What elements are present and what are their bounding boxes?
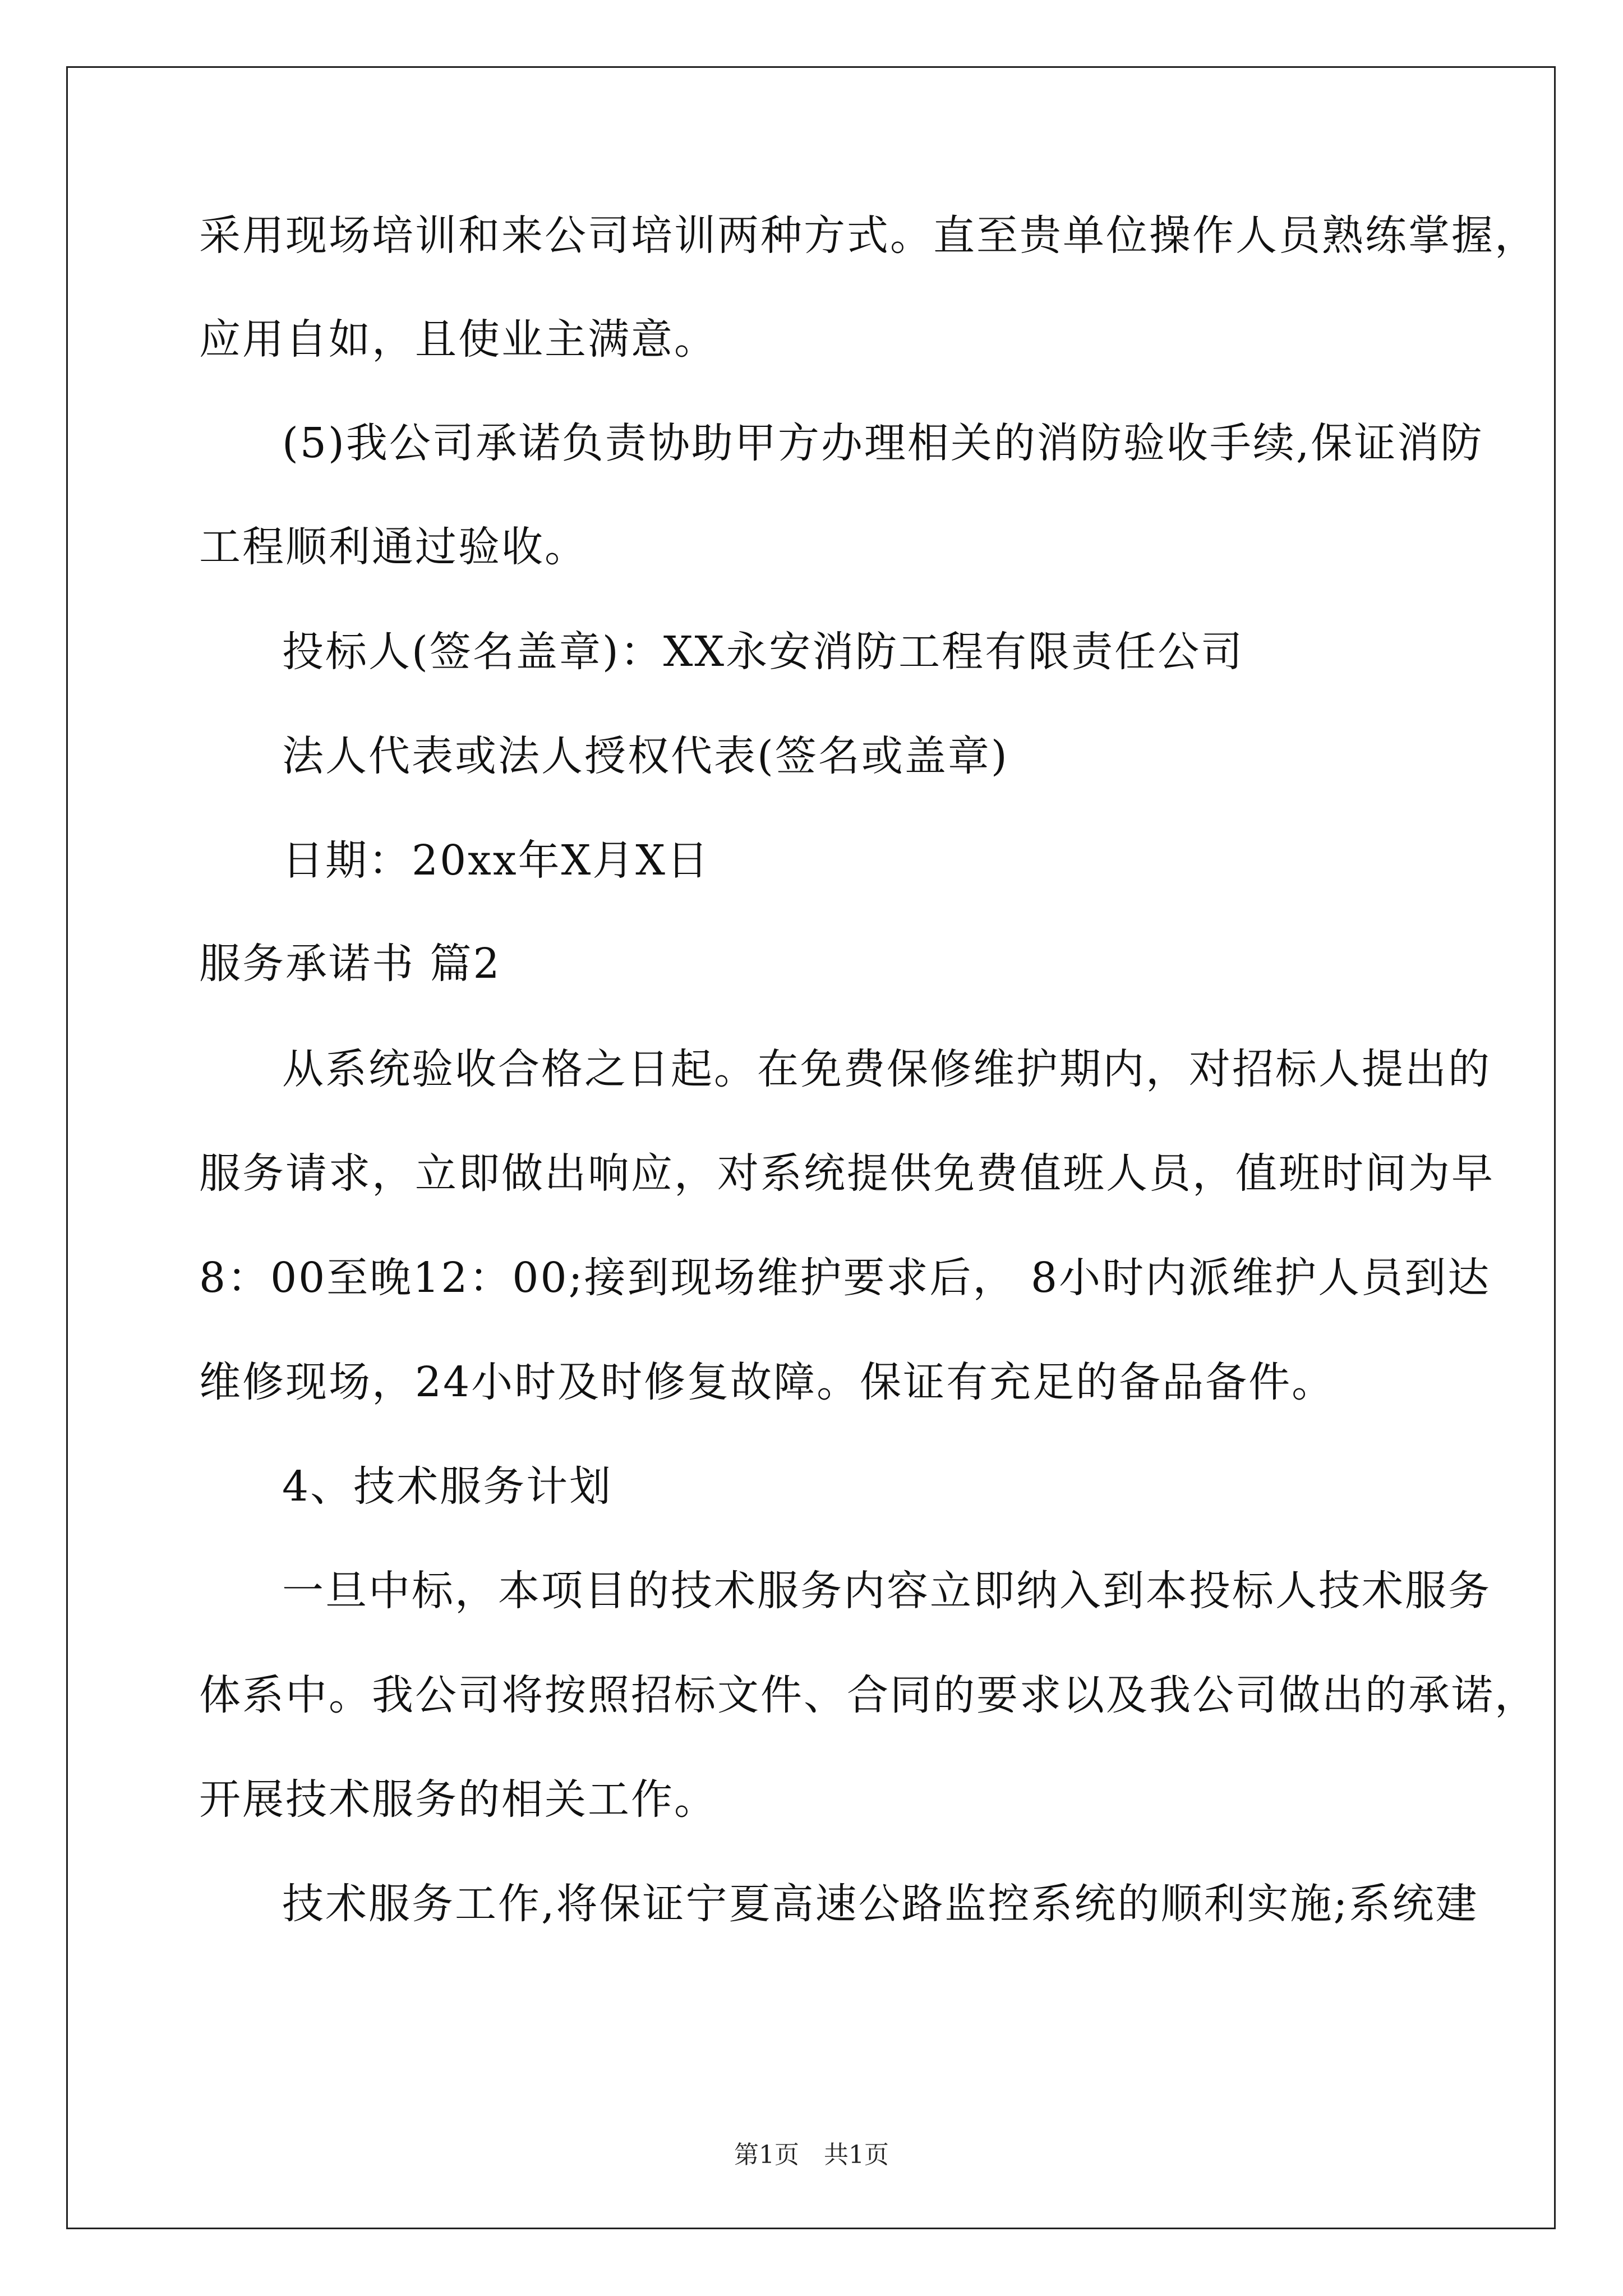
text-line: 工程顺利通过验收。: [199, 523, 588, 571]
text-line: 技术服务工作,将保证宁夏高速公路监控系统的顺利实施;系统建: [282, 1880, 1479, 1928]
page-footer: 第1页 共1页: [734, 2141, 889, 2169]
text-line: 采用现场培训和来公司培训两种方式。直至贵单位操作人员熟练掌握，: [199, 211, 1538, 260]
signature-line: 法人代表或法人授权代表(签名或盖章): [282, 732, 1009, 780]
text-line: 应用自如，且使业主满意。: [199, 315, 717, 364]
text-line: 维修现场，24小时及时修复故障。保证有充足的备品备件。: [199, 1358, 1335, 1406]
subsection-heading: 4、技术服务计划: [282, 1462, 613, 1511]
section-heading: 服务承诺书 篇2: [199, 940, 501, 988]
text-line: (5)我公司承诺负责协助甲方办理相关的消防验收手续,保证消防: [282, 419, 1484, 467]
text-line: 服务请求，立即做出响应，对系统提供免费值班人员，值班时间为早: [199, 1149, 1495, 1198]
text-line: 一旦中标，本项目的技术服务内容立即纳入到本投标人技术服务: [282, 1567, 1491, 1615]
text-line: 开展技术服务的相关工作。: [199, 1775, 717, 1824]
date-line: 日期：20xx年X月X日: [282, 836, 710, 885]
text-line: 从系统验收合格之日起。在免费保修维护期内，对招标人提出的: [282, 1045, 1491, 1093]
text-line: 8：00至晚12：00;接到现场维护要求后， 8小时内派维护人员到达: [199, 1254, 1491, 1302]
text-line: 体系中。我公司将按照招标文件、合同的要求以及我公司做出的承诺，: [199, 1671, 1538, 1719]
signature-line: 投标人(签名盖章)：XX永安消防工程有限责任公司: [282, 628, 1244, 676]
